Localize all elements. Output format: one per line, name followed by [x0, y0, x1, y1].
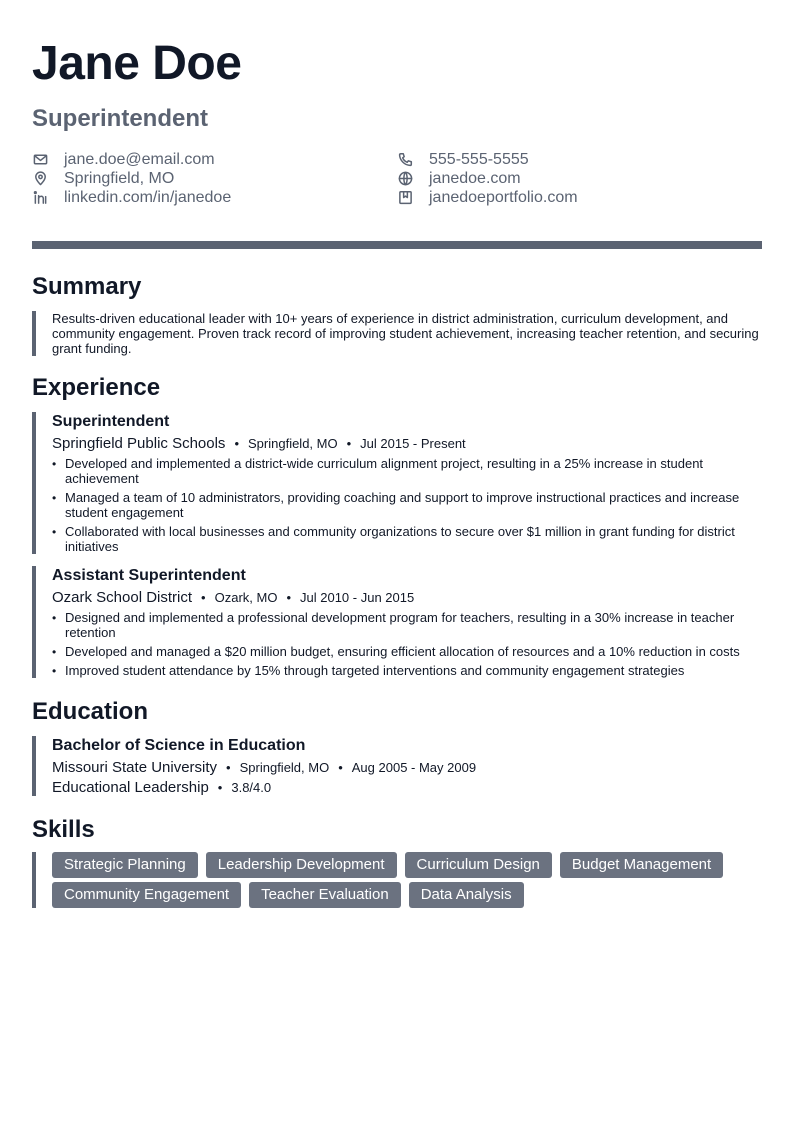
meta-separator: • — [338, 760, 343, 775]
job-role: Superintendent — [52, 413, 170, 430]
skill-tag: Budget Management — [560, 852, 723, 878]
education-meta — [52, 759, 762, 776]
school-location: Springfield, MO — [239, 760, 330, 775]
education-entry — [32, 736, 762, 796]
mail-icon — [32, 152, 48, 168]
skill-tag: Community Engagement — [52, 882, 241, 908]
contact-linkedin[interactable] — [32, 188, 397, 207]
contact-location-text: Springfield, MO — [64, 169, 175, 187]
contact-location — [32, 169, 397, 188]
education-dates: Aug 2005 - May 2009 — [351, 760, 477, 775]
contact-linkedin-text: linkedin.com/in/janedoe — [64, 188, 232, 206]
job-bullet: • Improved student attendance by 15% through targeted interventions and community engagement strategies — [52, 663, 762, 678]
skill-tag: Strategic Planning — [52, 852, 198, 878]
location-pin-icon — [32, 171, 48, 187]
summary-heading: Summary — [32, 273, 142, 300]
job-bullets — [52, 456, 762, 554]
skill-tag: Leadership Development — [206, 852, 397, 878]
contact-website[interactable] — [397, 169, 762, 188]
job-meta — [52, 589, 762, 606]
globe-icon — [397, 171, 413, 187]
job-dates: Jul 2015 - Present — [360, 436, 466, 451]
contact-portfolio[interactable] — [397, 188, 762, 207]
summary-text: Results-driven educational leader with 10+ years of experience in district administration, curriculum development, and community engagement. Proven track record of improving student achievement, increasing teacher retention, and securing grant funding. — [52, 311, 759, 356]
skills-heading: Skills — [32, 816, 95, 843]
meta-separator: • — [346, 436, 352, 451]
job-entry — [32, 566, 762, 678]
job-bullet: • Managed a team of 10 administrators, providing coaching and support to improve instructional practices and increase student engagement — [52, 490, 762, 520]
skill-tag: Data Analysis — [409, 882, 524, 908]
contact-phone-text: 555-555-5555 — [429, 150, 529, 168]
job-bullet: • Collaborated with local businesses and community organizations to secure over $1 million in grant funding for district initiatives — [52, 524, 762, 554]
meta-separator: • — [201, 590, 206, 605]
meta-separator: • — [217, 780, 223, 795]
job-organization: Springfield Public Schools — [52, 435, 226, 452]
contact-phone[interactable] — [397, 150, 762, 169]
portfolio-icon — [397, 190, 413, 206]
summary-block — [32, 311, 762, 356]
linkedin-icon — [32, 190, 48, 206]
skills-block — [32, 852, 762, 908]
meta-separator: • — [226, 760, 231, 775]
job-bullet: • Designed and implemented a professional development program for teachers, resulting in a 30% increase in teacher retention — [52, 610, 762, 640]
job-organization: Ozark School District — [52, 589, 193, 606]
experience-list — [32, 412, 762, 678]
contact-website-text: janedoe.com — [429, 169, 521, 187]
contact-list — [32, 150, 762, 207]
contact-portfolio-text: janedoeportfolio.com — [429, 188, 578, 206]
education-field-row — [52, 779, 762, 796]
skill-tag: Curriculum Design — [405, 852, 552, 878]
job-entry — [32, 412, 762, 554]
contact-email-text: jane.doe@email.com — [64, 150, 215, 168]
candidate-name: Jane Doe — [32, 37, 242, 90]
job-dates: Jul 2010 - Jun 2015 — [300, 590, 415, 605]
experience-heading: Experience — [32, 374, 161, 401]
degree-title: Bachelor of Science in Education — [52, 737, 306, 754]
job-location: Ozark, MO — [214, 590, 278, 605]
header-divider — [32, 241, 762, 249]
candidate-title: Superintendent — [32, 105, 209, 132]
job-bullet: • Developed and managed a $20 million budget, ensuring efficient allocation of resources and a 10% reduction in costs — [52, 644, 762, 659]
meta-separator: • — [234, 436, 239, 451]
phone-icon — [397, 152, 413, 168]
contact-email[interactable] — [32, 150, 397, 169]
job-bullets — [52, 610, 762, 678]
gpa: 3.8/4.0 — [231, 780, 272, 795]
skill-tag: Teacher Evaluation — [249, 882, 401, 908]
job-bullet: • Developed and implemented a district-wide curriculum alignment project, resulting in a 25% increase in student achievement — [52, 456, 762, 486]
job-meta — [52, 435, 762, 452]
job-location: Springfield, MO — [248, 436, 338, 451]
school-name: Missouri State University — [52, 759, 218, 776]
field-of-study: Educational Leadership — [52, 779, 209, 796]
education-heading: Education — [32, 698, 149, 725]
meta-separator: • — [286, 590, 292, 605]
skills-tags — [52, 852, 762, 908]
job-role: Assistant Superintendent — [52, 567, 246, 584]
